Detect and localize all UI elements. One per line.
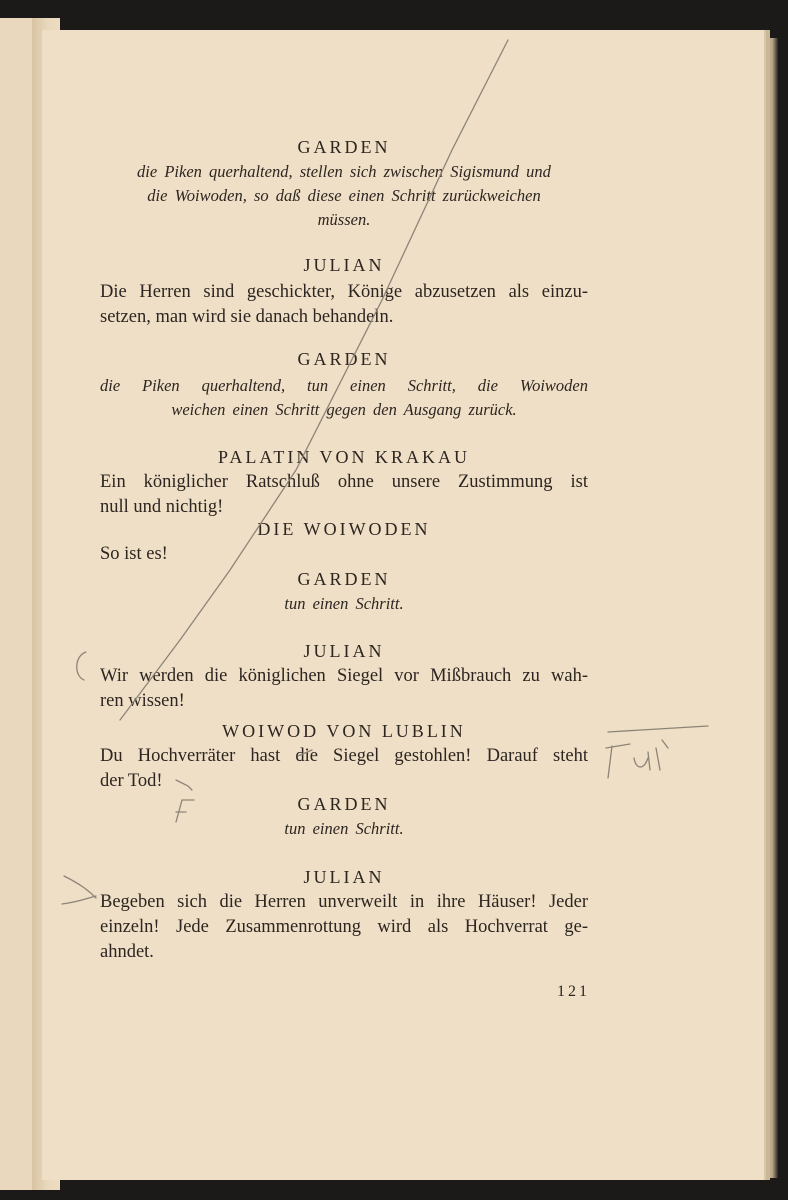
speaker-name: JULIAN [303, 641, 385, 661]
dialogue-line: einzeln! Jede Zusammenrottung wird als Hochverrat ge- [100, 917, 588, 937]
dialogue-line: Du Hochverräter hast die Siegel gestohlen! Darauf steht [100, 746, 588, 766]
speech-block-garden-2 [100, 348, 588, 422]
speaker-name: GARDEN [297, 569, 391, 589]
stage-direction: tun einen Schritt. [284, 594, 404, 613]
speaker-name: WOIWOD VON LUBLIN [222, 721, 466, 741]
speaker-name: GARDEN [297, 137, 391, 157]
speech-block-julian-3 [100, 866, 588, 965]
dialogue-line: Wir werden die königlichen Siegel vor Mißbrauch zu wah- [100, 666, 588, 686]
stage-direction [100, 374, 588, 422]
speaker-name: PALATIN VON KRAKAU [217, 447, 471, 467]
speaker-name: JULIAN [303, 867, 385, 887]
speech-block-garden-4 [100, 793, 588, 841]
page-stack-edge [764, 38, 778, 1178]
stage-line: die Piken querhaltend, tun einen Schritt, die Woiwoden [100, 376, 588, 395]
dialogue-line: ren wissen! [100, 691, 185, 711]
speaker-name: DIE WOIWODEN [257, 519, 431, 539]
speech-block-lublin [100, 720, 588, 794]
page-number: 121 [557, 983, 590, 1000]
speech-block-julian-1 [100, 254, 588, 330]
dialogue-line: So ist es! [100, 544, 168, 564]
speech-block-julian-2 [100, 640, 588, 714]
dialogue-line: der Tod! [100, 771, 163, 791]
dialogue-line: ahndet. [100, 942, 154, 962]
stage-line: die Piken querhaltend, stellen sich zwischen Sigismund und [137, 162, 551, 181]
dialogue-line: null und nichtig! [100, 497, 224, 517]
stage-line: müssen. [317, 210, 371, 229]
speaker-name: GARDEN [297, 349, 391, 369]
speaker-name: JULIAN [303, 255, 385, 275]
stage-line: weichen einen Schritt gegen den Ausgang zurück. [171, 400, 517, 419]
dialogue-line: setzen, man wird sie danach behandeln. [100, 307, 394, 327]
speaker-name: GARDEN [297, 794, 391, 814]
dialogue-line: Begeben sich die Herren unverweilt in ihre Häuser! Jeder [100, 892, 588, 912]
speech-block-palatin [100, 446, 588, 520]
stage-direction: tun einen Schritt. [284, 819, 404, 838]
dialogue-line: Ein königlicher Ratschluß ohne unsere Zustimmung ist [100, 472, 588, 492]
dialogue-line: Die Herren sind geschickter, Könige abzusetzen als einzu- [100, 282, 588, 302]
speech-block-garden-1 [100, 136, 588, 232]
speech-block-woiwoden [100, 518, 588, 567]
speech-block-garden-3 [100, 568, 588, 616]
stage-direction [100, 160, 588, 232]
stage-line: die Woiwoden, so daß diese einen Schritt zurückweichen [147, 186, 541, 205]
